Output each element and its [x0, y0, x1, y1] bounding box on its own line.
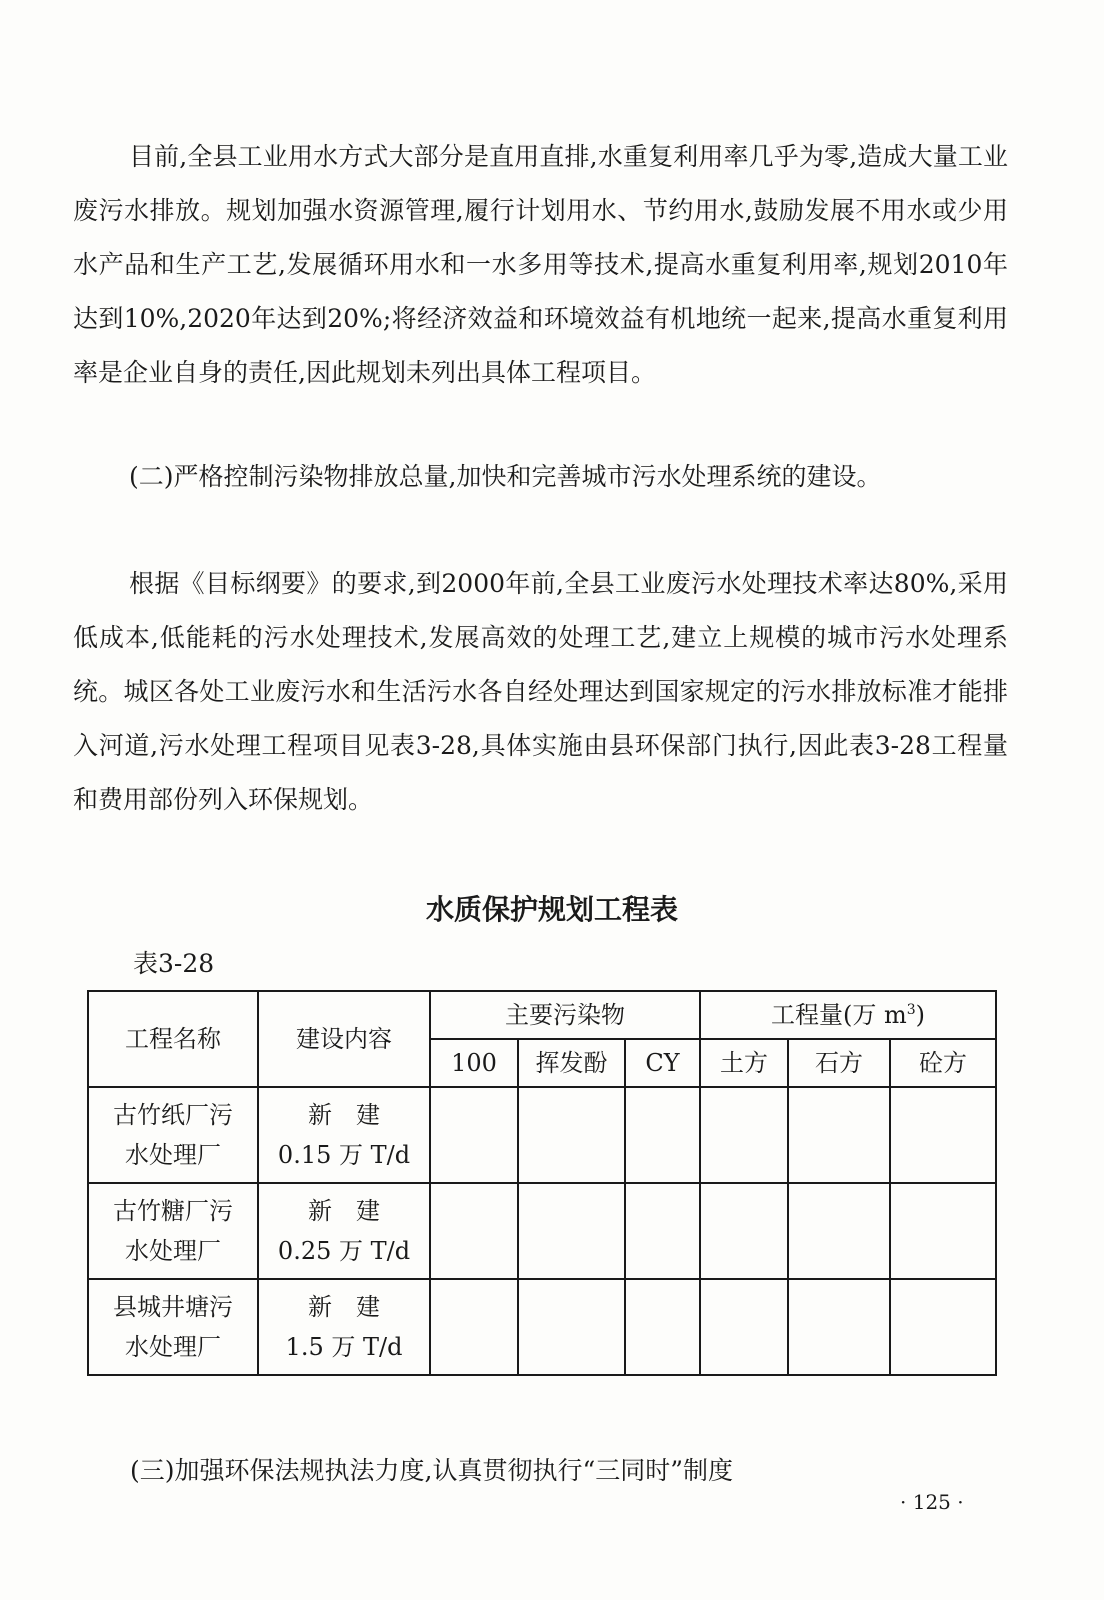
paragraph-sewage-treatment: 根据《目标纲要》的要求,到2000年前,全县工业废污水处理技术率达80%,采用低成本,低能耗的污水处理技术,发展高效的处理工艺,建立上规模的城市污水处理系统。城区各处工业废污水和生活污水各自经处理达到国家规定的污水排放标准才能排入河道,污水处理工程项目见表3-28,具体实施由县环保部门执行,因此表3-28工程量和费用部份列入环保规划。 — [73, 569, 1008, 814]
table-number: 表3-28 — [133, 949, 215, 978]
table-row — [88, 1183, 996, 1279]
row-project-name: 县城井塘污 水处理厂 — [88, 1279, 258, 1375]
page-number: · 125 · — [900, 1490, 964, 1514]
table-header-row — [88, 991, 996, 1039]
row-project-name: 古竹纸厂污 水处理厂 — [88, 1087, 258, 1183]
table-cell — [430, 1087, 518, 1183]
paragraph-water-reuse: 目前,全县工业用水方式大部分是直用直排,水重复利用率几乎为零,造成大量工业废污水排放。规划加强水资源管理,履行计划用水、节约用水,鼓励发展不用水或少用水产品和生产工艺,发展循环用水和一水多用等技术,提高水重复利用率,规划2010年达到10%,2020年达到20%;将经济效益和环境效益有机地统一起来,提高水重复利用率是企业自身的责任,因此规划未列出具体工程项目。 — [73, 142, 1008, 387]
header-construction-content: 建设内容 — [258, 991, 430, 1087]
header-pollutant-cy: CY — [625, 1039, 700, 1087]
header-project-name: 工程名称 — [88, 991, 258, 1087]
header-earthwork: 土方 — [700, 1039, 788, 1087]
table-cell — [700, 1279, 788, 1375]
table-cell — [700, 1183, 788, 1279]
header-quantity: 工程量(万 $m^3$) — [700, 991, 996, 1039]
table-cell — [518, 1087, 625, 1183]
header-main-pollutants: 主要污染物 — [430, 991, 700, 1039]
header-stonework: 石方 — [788, 1039, 890, 1087]
table-cell — [788, 1183, 890, 1279]
table-cell — [430, 1279, 518, 1375]
paragraph-section-three-heading: (三)加强环保法规执法力度,认真贯彻执行“三同时”制度 — [130, 1456, 734, 1485]
table-cell — [788, 1087, 890, 1183]
table-cell — [518, 1279, 625, 1375]
table-title: 水质保护规划工程表 — [425, 893, 678, 926]
table-cell — [890, 1183, 996, 1279]
row-construction-content: 新 建 1.5 万 T/d — [258, 1279, 430, 1375]
table-cell — [700, 1087, 788, 1183]
project-table — [87, 990, 997, 1376]
header-concrete: 砼方 — [890, 1039, 996, 1087]
paragraph-section-two-heading: (二)严格控制污染物排放总量,加快和完善城市污水处理系统的建设。 — [129, 462, 882, 491]
table-cell — [788, 1279, 890, 1375]
header-pollutant-100: 100 — [430, 1039, 518, 1087]
table-cell — [625, 1087, 700, 1183]
table-row — [88, 1279, 996, 1375]
table-cell — [430, 1183, 518, 1279]
row-construction-content: 新 建 0.15 万 T/d — [258, 1087, 430, 1183]
header-pollutant-phenol: 挥发酚 — [518, 1039, 625, 1087]
table-cell — [890, 1279, 996, 1375]
row-construction-content: 新 建 0.25 万 T/d — [258, 1183, 430, 1279]
table-cell — [625, 1183, 700, 1279]
table-cell — [625, 1279, 700, 1375]
table-cell — [890, 1087, 996, 1183]
table-cell — [518, 1183, 625, 1279]
table-row — [88, 1087, 996, 1183]
row-project-name: 古竹糖厂污 水处理厂 — [88, 1183, 258, 1279]
